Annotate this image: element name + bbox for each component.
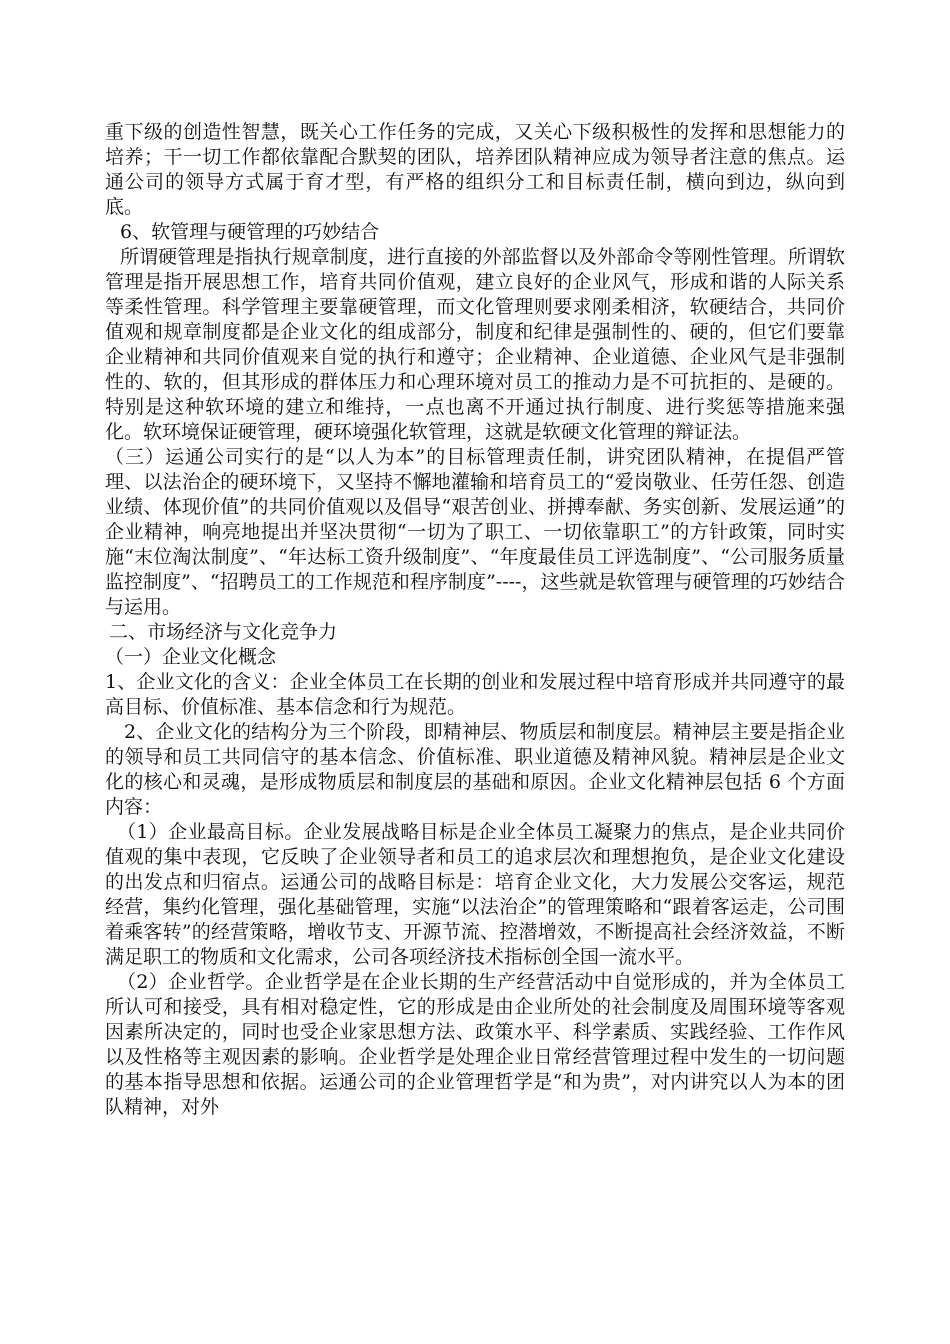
document-body <box>105 120 845 1120</box>
section-heading-market-economy: 二、市场经济与文化竞争力 <box>109 621 338 643</box>
section-heading-soft-hard-management: 6、软管理与硬管理的巧妙结合 <box>120 221 380 243</box>
paragraph-hard-soft-management: 所谓硬管理是指执行规章制度，进行直接的外部监督以及外部命令等刚性管理。所谓软管理是指开展思想工作，培育共同价值观，建立良好的企业风气，形成和谐的人际关系等柔性管理。科学管理主要靠硬管理，而文化管理则要求刚柔相济，软硬结合，共同价值观和规章制度都是企业文化的组成部分，制度和纪律是强制性的、硬的，但它们要靠企业精神和共同价值观来自觉的执行和遵守；企业精神、企业道德、企业风气是非强制性的、软的，但其形成的群体压力和心理环境对员工的推动力是不可抗拒的、是硬的。特别是这种软环境的建立和维持，一点也离不开通过执行制度、进行奖惩等措施来强化。软环境保证硬管理，硬环境强化软管理，这就是软硬文化管理的辩证法。 <box>105 246 845 443</box>
paragraph-highest-goal: （1）企业最高目标。企业发展战略目标是企业全体员工凝聚力的焦点，是企业共同价值观的集中表现，它反映了企业领导者和员工的追求层次和理想抱负，是企业文化建设的出发点和归宿点。运通公司的战略目标是：培育企业文化，大力发展公交客运，规范经营，集约化管理，强化基础管理，实施“以法治企”的管理策略和“跟着客运走，公司围着乘客转”的经营策略，增收节支、开源节流、控潜增效，不断提高社会经济效益，不断满足职工的物质和文化需求，公司各项经济技术指标创全国一流水平。 <box>105 821 845 968</box>
paragraph-leadership-style: 重下级的创造性智慧，既关心工作任务的完成，又关心下级积极性的发挥和思想能力的培养；干一切工作都依靠配合默契的团队，培养团队精神应成为领导者注意的焦点。运通公司的领导方式属于育才型，有严格的组织分工和目标责任制，横向到边，纵向到底。 <box>105 121 845 218</box>
section-heading-culture-concept: （一）企业文化概念 <box>105 646 277 668</box>
paragraph-culture-meaning: 1、企业文化的含义：企业全体员工在长期的创业和发展过程中培育形成并共同遵守的最高目标、价值标准、基本信念和行为规范。 <box>105 671 845 718</box>
paragraph-corporate-philosophy: （2）企业哲学。企业哲学是在企业长期的生产经营活动中自觉形成的，并为全体员工所认可和接受，具有相对稳定性，它的形成是由企业所处的社会制度及周围环境等客观因素所决定的，同时也受企业家思想方法、政策水平、科学素质、实践经验、工作作风以及性格等主观因素的影响。企业哲学是处理企业日常经营管理过程中发生的一切问题的基本指导思想和依据。运通公司的企业管理哲学是“和为贵”，对内讲究以人为本的团队精神，对外 <box>105 971 845 1118</box>
paragraph-culture-structure: 2、企业文化的结构分为三个阶段，即精神层、物质层和制度层。精神层主要是指企业的领导和员工共同信守的基本信念、价值标准、职业道德及精神风貌。精神层是企业文化的核心和灵魂，是形成物质层和制度层的基础和原因。企业文化精神层包括 6 个方面内容： <box>105 721 845 818</box>
paragraph-yuntong-target-management: （三）运通公司实行的是“以人为本”的目标管理责任制，讲究团队精神，在提倡严管理、以法治企的硬环境下，又坚持不懈地灌输和培育员工的“爱岗敬业、任劳任怨、创造业绩、体现价值”的共同价值观以及倡导“艰苦创业、拼搏奉献、务实创新、发展运通”的企业精神，响亮地提出并坚决贯彻“一切为了职工、一切依靠职工”的方针政策，同时实施“末位淘汰制度”、“年达标工资升级制度”、“年度最佳员工评选制度”、“公司服务质量监控制度”、“招聘员工的工作规范和程序制度”----，这些就是软管理与硬管理的巧妙结合与运用。 <box>105 446 845 618</box>
